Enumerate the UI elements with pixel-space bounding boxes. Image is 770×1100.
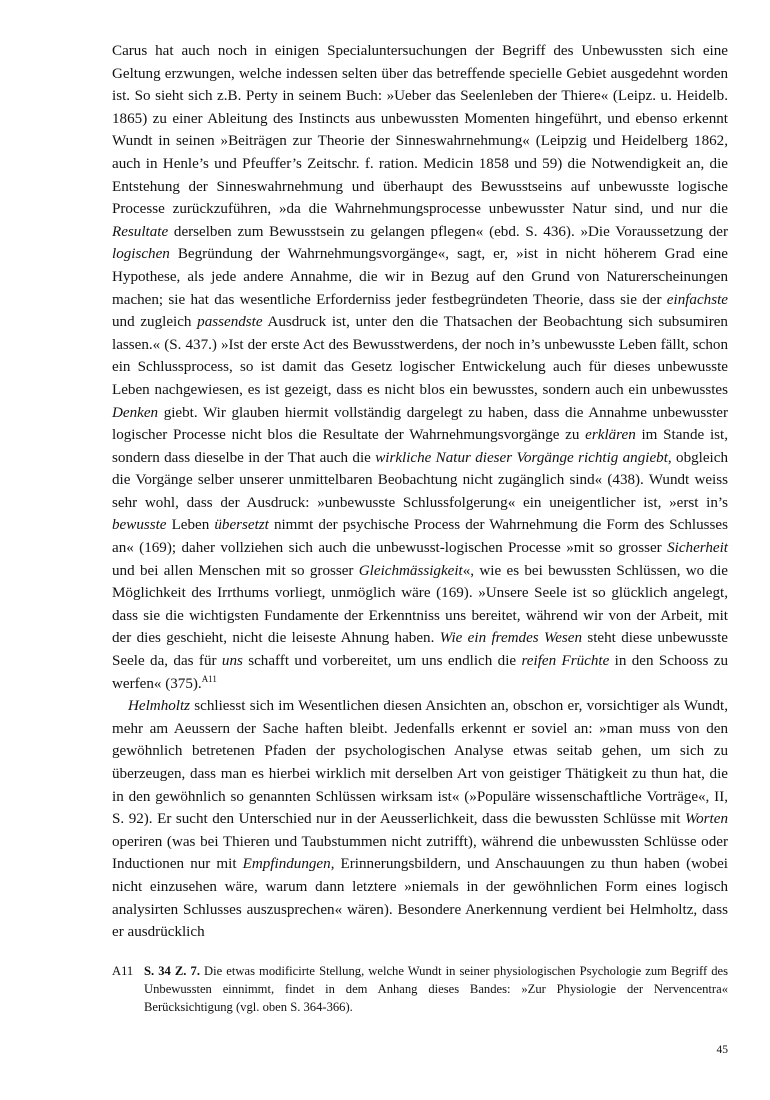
footnote-mark: A11 [112,964,134,978]
footnote-reference-mark: A11 [201,673,217,684]
footnote-body [112,962,728,1017]
text-run: und zugleich [112,314,198,331]
text-run: Leben [166,517,215,534]
text-run: giebt. Wir glauben hiermit vollständig dargelegt zu haben, dass die Annahme unbewusster logischer Processe nicht blos die Resultate der Wahrnehmungsvorgänge zu [112,404,728,444]
footnote [112,962,728,1017]
text-run: derselben zum Bewusstsein zu gelangen pflegen« (ebd. S. 436). »Die Voraussetzung der [168,223,728,240]
text-run: schliesst sich im Wesentlichen diesen Ansichten an, obschon er, vorsichtiger als Wundt, mehr am Aeussern der Sache haften bleibt. Jedenfalls erkennt er soviel an: »man muss von den gewöhnlich betretenen Pfaden der psychologischen Analyse etwas seitab gehen, um sich zu überzeugen, dass man es hierbei wirklich mit derselben Art von geistiger Thätigkeit zu thun hat, die in den gewöhnlich so genannten Schlüssen wirksam ist« (»Populäre wissenschaftliche Vorträge«, II, S. 92). Er sucht den Unterschied nur in der Aeusserlichkeit, dass die bewussten Schlüsse mit [112,698,728,828]
emphasized-text: passendste [197,314,263,331]
page-number: 45 [716,1044,728,1056]
emphasized-text: wirkliche Natur dieser Vorgänge richtig angiebt [375,449,668,466]
emphasized-text: Empfindungen [242,856,331,873]
emphasized-text: Worten [684,811,728,828]
text-run: im Stande ist, sondern dass dieselbe in der That auch die [112,427,728,466]
main-text [112,40,728,944]
emphasized-text: Helmholtz [128,698,191,715]
emphasized-text: Denken [112,404,159,421]
text-run: Begründung der Wahrnehmungsvorgänge«, sagt, er, »ist in nicht höherem Grad eine Hypothese, als jede andere Annahme, die wir in Bezug auf den Grund von Naturerscheinungen machen; sie hat das wesentliche Erforderniss jeder festbegründeten Theorie, dass sie der [112,246,728,308]
text-run: «, wie es bei bewussten Schlüssen, wo die Möglichkeit des Irrthums vorliegt, unmöglich wäre (169). »Unsere Seele ist so glücklich angelegt, dass sie die wichtigsten Fundamente der Erkenntniss uns bereitet, während wir von der Arbeit, mit der dies geschieht, nicht die leiseste Ahnung haben. [112,562,728,647]
emphasized-text: Gleichmässigkeit [358,562,463,579]
text-run: , Erinnerungsbildern, und Anschauungen zu thun haben (wobei nicht einzusehen wäre, warum dann letztere »niemals in der gewöhnlichen Form eines logisch analysirten Schlusses auszusprechen« wären). Besondere Anerkennung verdient bei Helmholtz, dass er ausdrücklich [112,856,728,941]
paragraph [112,695,728,944]
emphasized-text: uns [221,653,243,670]
text-run: operiren (was bei Thieren und Taubstummen nicht zutrifft), während die unbewussten Schlüsse oder Inductionen nur mit [112,833,728,873]
text-run: , obgleich die Vorgänge selber unserer unmittelbaren Beobachtung nicht zugänglich sind« (438). Wundt weiss sehr wohl, dass der Ausdruck: »unbewusste Schlussfolgerung« ein uneigentlicher ist, »erst in’s [112,449,728,511]
text-run: schafft und vorbereitet, um uns endlich die [242,653,522,670]
emphasized-text: bewusste [112,517,167,534]
emphasized-text: Sicherheit [667,540,728,557]
emphasized-text: reifen Früchte [521,653,610,670]
text-run: nimmt der psychische Process der Wahrnehmung die Form des Schlusses an« (169); daher vollziehen sich auch die unbewusst-logischen Processe »mit so grosser [112,517,728,557]
emphasized-text: erklären [585,427,636,444]
emphasized-text: Resultate [112,223,169,240]
emphasized-text: einfachste [666,291,728,308]
text-run: Ausdruck ist, unter den die Thatsachen der Beobachtung sich subsumiren lassen.« (S. 437.) »Ist der erste Act des Bewusstwerdens, der noch in’s unbewusste Leben fällt, schon ein Schlussprocess, so ist damit das Gesetz logischer Entwickelung auch für dieses unbewusste Leben nachgewiesen, es ist gezeigt, dass es nicht blos ein bewusstes, sondern auch ein unbewusstes [112,314,728,398]
emphasized-text: logischen [112,246,170,263]
footnote-text: Die etwas modificirte Stellung, welche Wundt in seiner physiologischen Psychologie zum Begriff des Unbewussten einnimmt, findet in dem Anhang dieses Bandes: »Zur Physiologie der Nervencentra« Berücksichtigung (vgl. oben S. 364-366). [144,964,728,1015]
footnote-reference: S. 34 Z. 7. [144,964,200,978]
emphasized-text: übersetzt [214,517,269,534]
emphasized-text: Wie ein fremdes Wesen [439,630,583,647]
paragraph [112,40,728,695]
text-run: steht diese unbewusste Seele da, das für [112,630,728,670]
text-run: in den Schooss zu werfen« (375). [112,653,729,692]
text-run: Carus hat auch noch in einigen Specialuntersuchungen der Begriff des Unbewussten sich eine Geltung erzwungen, welche indessen selten über das betreffende specielle Gebiet ausgedehnt worden ist. So sieht sich z.B. Perty in seinem Buch: »Ueber das Seelenleben der Thiere« (Leipz. u. Heidelb. 1865) zu einer Ableitung des Instincts aus unbewussten Momenten hingeführt, und ebenso erkennt Wundt in seinen »Beiträgen zur Theorie der Sinneswahrnehmung« (Leipzig und Heidelberg 1862, auch in Henle’s und Pfeuffer’s Zeitschr. f. ration. Medicin 1858 und 59) die Notwendigkeit an, die Entstehung der Sinneswahrnehmung und überhaupt des Bewusstseins auf unbewusste logische Processe zurückzuführen, »da die Wahrnehmungsprocesse unbewusster Natur sind, und nur die [112,43,728,218]
text-run: und bei allen Menschen mit so grosser [112,562,359,579]
